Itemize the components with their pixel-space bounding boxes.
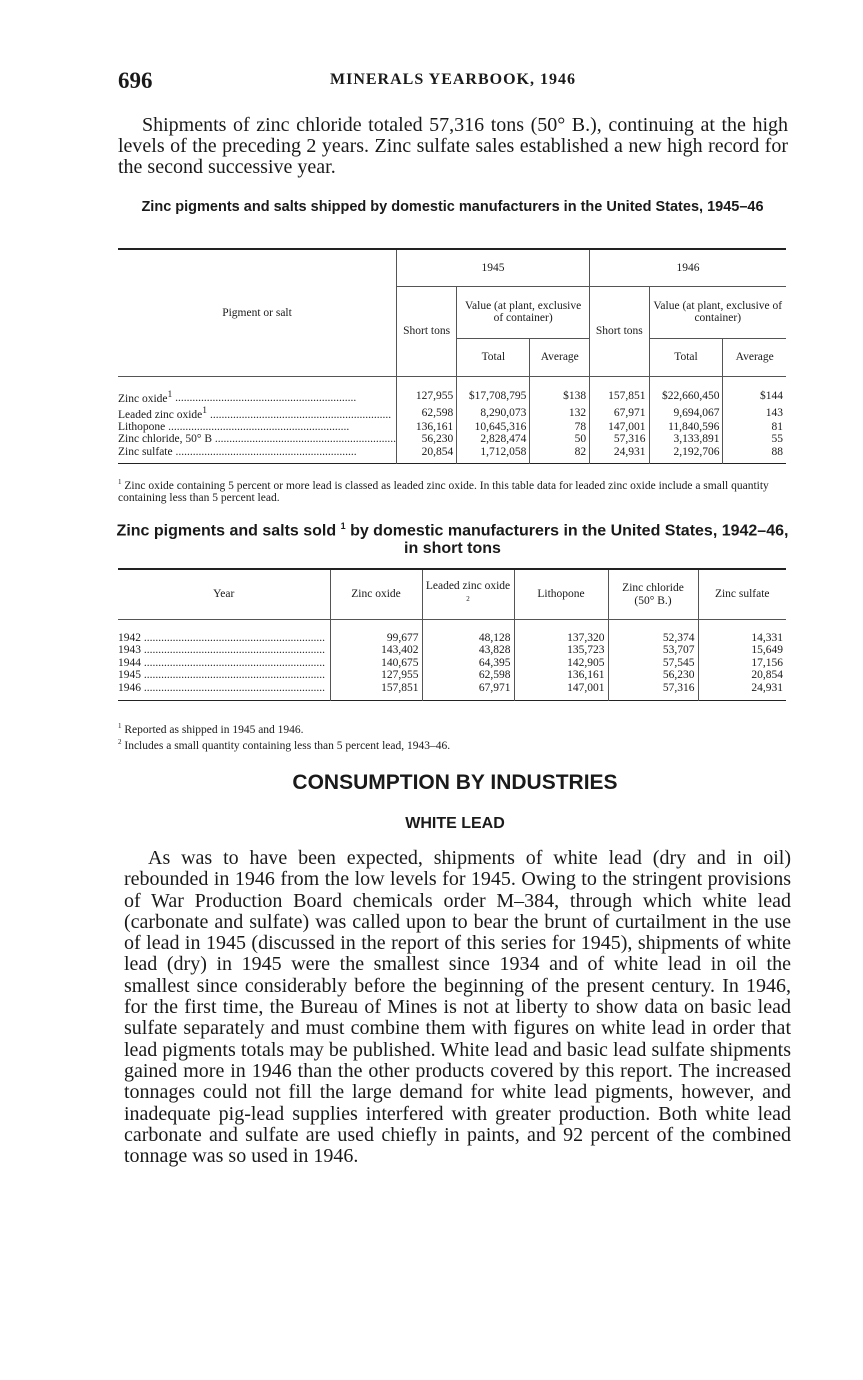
col-header-average-1945: Average <box>530 338 590 376</box>
table-row: 1946 ..... 157,851 67,971 147,001 57,316 24,931 <box>118 682 786 694</box>
col-header-value-1945: Value (at plant, exclusive of container) <box>457 286 590 338</box>
table-row: 1943 ..... 143,402 43,828 135,723 53,707 15,649 <box>118 644 786 656</box>
table2-sales <box>118 568 786 701</box>
table1-footnote: $^1$ Zinc oxide containing 5 percent or more lead is classed as leaded zinc oxide. In this table data for leaded zinc oxide include a small quantity containing less than 5 percent lead. <box>118 478 769 505</box>
col-header-leaded-zinc-oxide: Leaded zinc oxide $^2$ <box>422 569 514 620</box>
table-row: Zinc chloride, 50° B ..... 56,230 2,828,474 50 57,316 3,133,891 55 <box>118 433 786 445</box>
white-lead-paragraph: As was to have been expected, shipments of white lead (dry and in oil) rebounded in 1946 from the low levels for 1945. Owing to the stringent provisions of War Production Board chemicals order M–384, through which white lead (carbonate and sulfate) was called upon to bear the brunt of curtailment in the use of lead in 1945 (discussed in the report of this series for 1945), shipments of white lead (dry) in 1945 were the smallest since 1934 and of white lead in oil the smallest since considerably before the beginning of the present century. In 1946, for the first time, the Bureau of Mines is not at liberty to show data on basic lead sulfate separately and must combine them with figures on white lead in order that lead pigments totals may be published. White lead and basic lead sulfate shipments gained more in 1946 than the other products covered by this report. The increased tonnages could not fill the large demand for white lead pigments, however, and inadequate pig-lead supplies interfered with greater production. Both white lead carbonate and sulfate are used chiefly in paints, and 92 percent of the combined tonnage was so used in 1946. <box>124 847 791 1168</box>
table-row: Zinc oxide$^1$ ..... 127,955 $17,708,795 $138 157,851 $22,660,450 $144 <box>118 389 786 405</box>
col-header-zinc-chloride: Zinc chloride (50° B.) <box>608 569 698 620</box>
table-row: 1942 ..... 99,677 48,128 137,320 52,374 14,331 <box>118 632 786 644</box>
col-header-average-1946: Average <box>723 338 786 376</box>
table1-title: Zinc pigments and salts shipped by domestic manufacturers in the United States, 1945–46 <box>141 199 764 215</box>
col-header-short-tons-1945: Short tons <box>397 286 457 376</box>
col-header-short-tons-1946: Short tons <box>590 286 649 376</box>
running-title: MINERALS YEARBOOK, 1946 <box>330 71 576 88</box>
table-row: 1945 ..... 127,955 62,598 136,161 56,230 20,854 <box>118 669 786 681</box>
section-heading: CONSUMPTION BY INDUSTRIES <box>292 771 618 794</box>
section-subheading: WHITE LEAD <box>405 815 505 832</box>
page-number: 696 <box>118 68 153 93</box>
table2-title: Zinc pigments and salts sold $^1$ by domestic manufacturers in the United States, 1942–46, in short tons <box>116 521 789 558</box>
col-header-lithopone: Lithopone <box>514 569 608 620</box>
col-header-total-1945: Total <box>457 338 530 376</box>
col-header-total-1946: Total <box>649 338 723 376</box>
col-header-zinc-sulfate: Zinc sulfate <box>698 569 786 620</box>
col-header-zinc-oxide: Zinc oxide <box>330 569 422 620</box>
intro-paragraph: Shipments of zinc chloride totaled 57,316 tons (50° B.), continuing at the high levels of the preceding 2 years. Zinc sulfate sales established a new high record for the second successive year. <box>118 114 788 178</box>
table-row: Zinc sulfate ..... 20,854 1,712,058 82 24,931 2,192,706 88 <box>118 446 786 458</box>
col-header-value-1946: Value (at plant, exclusive of container) <box>649 286 786 338</box>
table1-shipments <box>118 248 786 464</box>
table-row: 1944 ..... 140,675 64,395 142,905 57,545 17,156 <box>118 657 786 669</box>
col-header-1946: 1946 <box>590 249 786 286</box>
table2-footnote-1: $^1$ Reported as shipped in 1945 and 1946. <box>118 722 304 736</box>
col-header-pigment: Pigment or salt <box>118 249 397 376</box>
col-header-year: Year <box>118 569 330 620</box>
table-row: Leaded zinc oxide$^1$ ..... 62,598 8,290,073 132 67,971 9,694,067 143 <box>118 405 786 421</box>
table-row: Lithopone ..... 136,161 10,645,316 78 147,001 11,840,596 81 <box>118 421 786 433</box>
table2-footnotes <box>118 720 788 753</box>
table2-footnote-2: $^2$ Includes a small quantity containing less than 5 percent lead, 1943–46. <box>118 738 451 753</box>
col-header-1945: 1945 <box>397 249 590 286</box>
running-head <box>118 68 788 94</box>
